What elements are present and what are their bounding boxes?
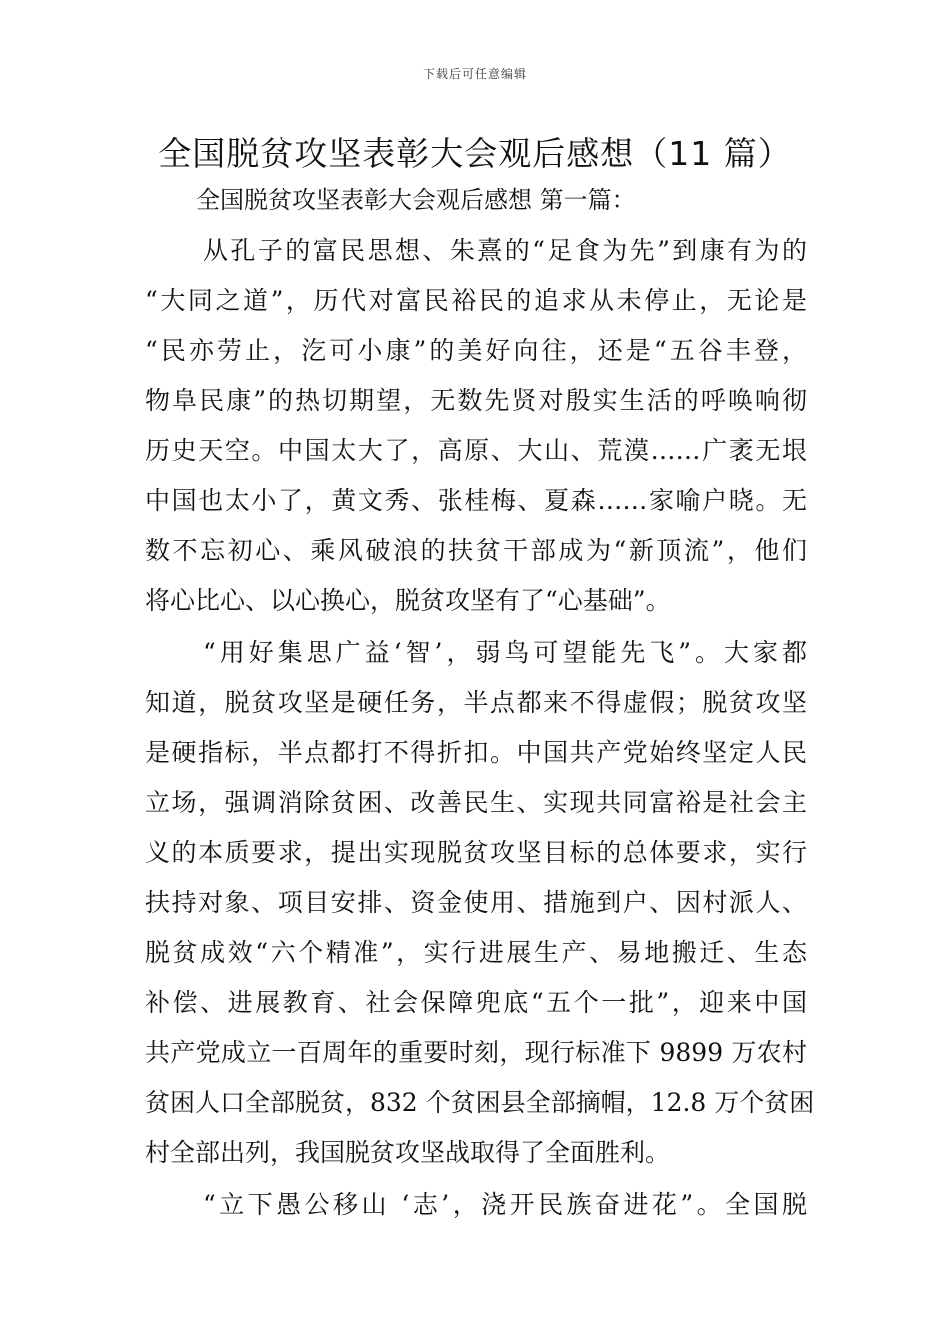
text-line: “用好集思广益‘智’，弱鸟可望能先飞”。大家都: [203, 638, 807, 667]
text-line: 贫困人口全部脱贫，832 个贫困县全部摘帽，12.8 万个贫困: [145, 1088, 815, 1117]
text-line: 中国也太小了，黄文秀、张桂梅、夏森……家喻户晓。无: [145, 486, 807, 515]
text-line: 脱贫成效“六个精准”，实行进展生产、易地搬迁、生态: [145, 938, 807, 967]
document-body: [145, 226, 815, 1232]
text-line: 扶持对象、项目安排、资金使用、措施到户、因村派人、: [145, 888, 807, 917]
text-line: 补偿、进展教育、社会保障兜底“五个一批”，迎来中国: [145, 988, 807, 1017]
section-subheading: 全国脱贫攻坚表彰大会观后感想 第一篇：: [196, 186, 636, 214]
paragraph-1: [145, 226, 807, 626]
text-line: 历史天空。中国太大了，高原、大山、荒漠……广袤无垠: [145, 436, 807, 465]
paragraph-2: [145, 628, 815, 1178]
text-line: 物阜民康”的热切期望，无数先贤对殷实生活的呼唤响彻: [145, 386, 807, 415]
text-line: “民亦劳止，汔可小康”的美好向往，还是“五谷丰登，: [145, 336, 807, 365]
text-line: “立下愚公移山 ‘志’，浇开民族奋进花”。全国脱: [203, 1190, 807, 1219]
text-line: 立场，强调消除贫困、改善民生、实现共同富裕是社会主: [145, 788, 807, 817]
text-line: 知道，脱贫攻坚是硬任务，半点都来不得虚假；脱贫攻坚: [145, 688, 807, 717]
text-line: 共产党成立一百周年的重要时刻，现行标准下 9899 万农村: [145, 1038, 807, 1067]
text-line: 数不忘初心、乘风破浪的扶贫干部成为“新顶流”，他们: [145, 536, 807, 565]
paragraph-3: [145, 1180, 807, 1230]
text-line: “大同之道”，历代对富民裕民的追求从未停止，无论是: [145, 286, 807, 315]
page-header-note: 下载后可任意编辑: [422, 67, 527, 81]
text-line: 是硬指标，半点都打不得折扣。中国共产党始终坚定人民: [145, 738, 807, 767]
text-line: 义的本质要求，提出实现脱贫攻坚目标的总体要求，实行: [145, 838, 807, 867]
text-line: 将心比心、以心换心，脱贫攻坚有了“心基础”。: [145, 586, 671, 615]
text-line: 村全部出列，我国脱贫攻坚战取得了全面胜利。: [145, 1138, 671, 1167]
text-line: 从孔子的富民思想、朱熹的“足食为先”到康有为的: [203, 236, 807, 265]
document-title: 全国脱贫攻坚表彰大会观后感想（11 篇）: [158, 134, 792, 173]
